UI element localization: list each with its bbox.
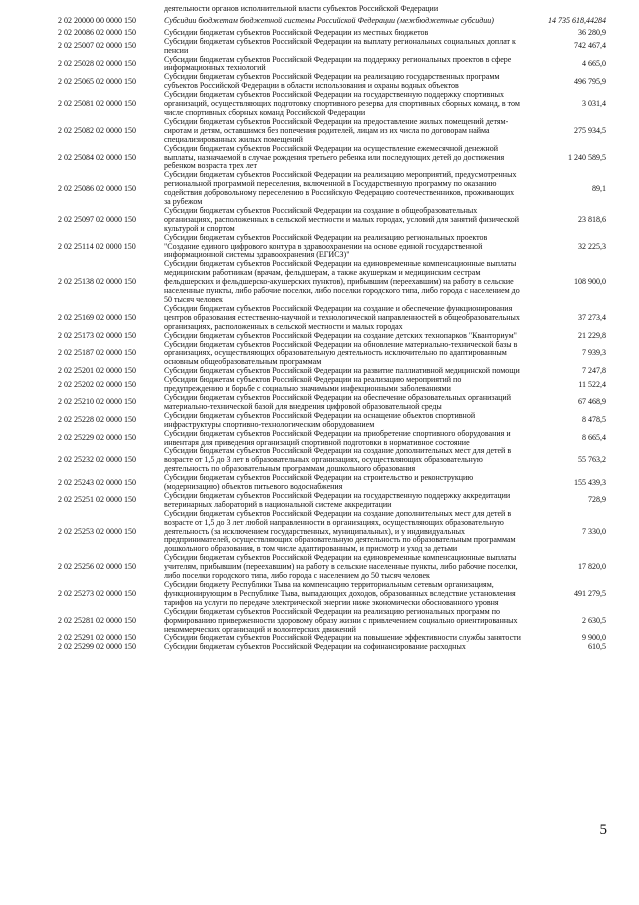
row-description: Субсидии бюджетам субъектов Российской Федерации на приобретение спортивного оборудования и инвентаря для приведения организаций спортивной подготовки в нормативное состояние: [164, 428, 511, 447]
row-amount: 8 478,5: [582, 415, 606, 425]
row-description: Субсидии бюджетам субъектов Российской Федерации на создание в общеобразовательных организациях, расположенных в сельской местности и малых городах, условий для занятий физической культурой и спортом: [164, 205, 520, 233]
table-row: [58, 492, 606, 510]
row-code: 2 02 25228 02 0000 150: [58, 415, 136, 425]
row-amount: 23 818,6: [578, 214, 606, 224]
row-description: Субсидии бюджетам субъектов Российской Федерации на создание детских технопарков "Кванториум": [164, 330, 517, 340]
row-code: 2 02 25256 02 0000 150: [58, 562, 136, 572]
table-row: [58, 376, 606, 394]
row-description: Субсидии бюджетам субъектов Российской Федерации на реализацию государственных программ субъектов Российской Федерации в области использования и охраны водных объектов: [164, 72, 500, 91]
row-code: 2 02 25173 02 0000 150: [58, 330, 136, 340]
row-description: Субсидии бюджетам субъектов Российской Федерации на единовременные компенсационные выплаты медицинским работникам (врачам, фельдшерам, а также акушеркам и медицинским сестрам фельдшерских и фельдшерско-акушерских пунктов), прибывшим (переехавшим) на работу в сельские населенные пункты, либо рабочие поселки, либо поселки городского типа, либо города с населением до 50 тысяч человек: [164, 259, 520, 304]
row-amount: 9 900,0: [582, 633, 606, 643]
row-code: 2 02 25229 02 0000 150: [58, 433, 136, 443]
row-code: 2 02 25243 02 0000 150: [58, 477, 136, 487]
row-description: Субсидии бюджетам субъектов Российской Федерации из местных бюджетов: [164, 27, 429, 37]
row-code: 2 02 25086 02 0000 150: [58, 183, 136, 193]
row-amount: 108 900,0: [574, 277, 606, 287]
table-row: [58, 171, 606, 207]
table-row: [58, 73, 606, 91]
row-description: Субсидии бюджетам субъектов Российской Федерации на создание дополнительных мест для детей в возрасте от 1,5 до 3 лет любой направленности в организациях, осуществляющих образовательную деятельность (за исключением государственных, муниципальных), и у индивидуальных предпринимателей, осуществляющих образовательную деятельность по образовательным программам дошкольного образования, в том числе адаптированным, и присмотр и уход за детьми: [164, 508, 516, 554]
row-code: 2 02 20086 02 0000 150: [58, 27, 136, 37]
row-code: 2 02 25251 02 0000 150: [58, 495, 136, 505]
row-description: Субсидии бюджетам субъектов Российской Федерации на обеспечение образовательных организаций материально-технической базой для внедрения цифровой образовательной среды: [164, 392, 511, 411]
row-code: 2 02 25291 02 0000 150: [58, 633, 136, 643]
table-row: [58, 608, 606, 635]
row-code: 2 02 25253 02 0000 150: [58, 526, 136, 536]
group-row: [58, 17, 606, 26]
table-row: [58, 56, 606, 74]
group-amount: 14 735 618,44284: [548, 15, 606, 25]
row-amount: 496 795,9: [574, 76, 606, 86]
row-description: Субсидии бюджетам субъектов Российской Федерации на осуществление ежемесячной денежной выплаты, назначаемой в случае рождения третьего ребенка или последующих детей до достижения ребенком возраста трех лет: [164, 143, 505, 171]
row-description: Субсидии бюджетам субъектов Российской Федерации на реализацию региональных проектов "Создание единого цифрового контура в здравоохранении на основе единой государственной информационной системы здравоохранения (ЕГИСЗ)": [164, 232, 488, 260]
row-description: Субсидии бюджетам субъектов Российской Федерации на оснащение объектов спортивной инфраструктуры спортивно-технологическим оборудованием: [164, 410, 476, 429]
row-description: Субсидии бюджетам субъектов Российской Федерации на предоставление жилых помещений детям-сиротам и детям, оставшимся без попечения родителей, лицам из их числа по договорам найма специализированных жилых помещений: [164, 116, 509, 144]
group-description: Субсидии бюджетам бюджетной системы Российской Федерации (межбюджетные субсидии): [164, 15, 494, 25]
row-description: Субсидии бюджетам субъектов Российской Федерации на создание дополнительных мест для детей в возрасте от 1,5 до 3 лет в образовательных организациях, осуществляющих образовательную деятельность по образовательным программам дошкольного образования: [164, 446, 512, 474]
row-description: Субсидии бюджетам субъектов Российской Федерации на реализацию мероприятий, предусмотренных региональной программой переселения, включенной в Государственную программу по оказанию содействия добровольному переселению в Российскую Федерацию соотечественников, проживающих за рубежом: [164, 170, 517, 207]
row-description: Субсидии бюджетам субъектов Российской Федерации на строительство и реконструкцию (модернизацию) объектов питьевого водоснабжения: [164, 473, 474, 492]
group-code: 2 02 20000 00 0000 150: [58, 15, 136, 25]
table-row: [58, 447, 606, 474]
row-amount: 89,1: [592, 183, 606, 193]
row-code: 2 02 25202 02 0000 150: [58, 379, 136, 389]
row-description: Субсидии бюджетам субъектов Российской Федерации на реализацию мероприятий по предупреждению и борьбе с социально значимыми инфекционными заболеваниями: [164, 375, 462, 394]
table-row: [58, 91, 606, 118]
row-amount: 728,9: [588, 495, 606, 505]
row-code: 2 02 25007 02 0000 150: [58, 41, 136, 51]
row-amount: 67 468,9: [578, 397, 606, 407]
row-amount: 37 273,4: [578, 312, 606, 322]
row-amount: 7 939,3: [582, 348, 606, 358]
row-amount: 7 330,0: [582, 526, 606, 536]
row-description: Субсидии бюджетам субъектов Российской Федерации на софинансирование расходных: [164, 642, 466, 652]
row-code: 2 02 25299 02 0000 150: [58, 642, 136, 652]
page-number: 5: [599, 822, 607, 838]
row-description: Субсидии бюджету Республики Тыва на компенсацию территориальным сетевым организациям, функционирующим в Республике Тыва, выпадающих доходов, образованных вследствие установления тарифов на услуги по передаче электрической энергии ниже экономически обоснованного уровня: [164, 580, 516, 607]
row-amount: 11 522,4: [578, 379, 606, 389]
row-code: 2 02 25081 02 0000 150: [58, 99, 136, 109]
row-amount: 32 225,3: [578, 241, 606, 251]
row-amount: 17 820,0: [578, 562, 606, 572]
row-amount: 155 439,3: [574, 477, 606, 487]
row-description: Субсидии бюджетам субъектов Российской Федерации на повышение эффективности службы занятости: [164, 633, 521, 643]
row-code: 2 02 25028 02 0000 150: [58, 58, 136, 68]
row-amount: 742 467,4: [574, 41, 606, 51]
row-description: Субсидии бюджетам субъектов Российской Федерации на единовременные компенсационные выплаты учителям, прибывшим (переехавшим) на работу в сельские населенные пункты, либо рабочие поселки, либо поселки городского типа, либо города с населением до 50 тысяч человек: [164, 553, 518, 581]
row-description: Субсидии бюджетам субъектов Российской Федерации на выплату региональных социальных доплат к пенсии: [164, 36, 516, 55]
table-row: [58, 38, 606, 56]
row-amount: 1 240 589,5: [568, 152, 606, 162]
table-row: [58, 260, 606, 305]
row-description: Субсидии бюджетам субъектов Российской Федерации на реализацию региональных программ по формированию приверженности здоровому образу жизни с привлечением социально ориентированных некоммерческих организаций и волонтерских движений: [164, 606, 518, 634]
row-code: 2 02 25201 02 0000 150: [58, 366, 136, 376]
table-row: [58, 118, 606, 145]
table-body: [58, 29, 606, 652]
row-code: 2 02 25273 02 0000 150: [58, 588, 136, 598]
table-row: [58, 554, 606, 581]
continuation-row: [58, 5, 606, 14]
row-amount: 8 665,4: [582, 433, 606, 443]
table-row: [58, 341, 606, 368]
row-amount: 610,5: [588, 642, 606, 652]
row-description: Субсидии бюджетам субъектов Российской Федерации на создание и обеспечение функционирования центров образования естественно-научной и технологической направленностей в общеобразовательных организациях, расположенных в сельской местности и малых городах: [164, 303, 520, 331]
row-description: Субсидии бюджетам субъектов Российской Федерации на государственную поддержку аккредитации ветеринарных лабораторий в национальной системе аккредитации: [164, 490, 511, 509]
row-code: 2 02 25097 02 0000 150: [58, 214, 136, 224]
table-row: [58, 430, 606, 448]
continuation-text: деятельности органов исполнительной власти субъектов Российской Федерации: [164, 4, 439, 13]
row-amount: 7 247,8: [582, 366, 606, 376]
row-description: Субсидии бюджетам субъектов Российской Федерации на обновление материально-технической базы в организациях, осуществляющих образовательную деятельность исключительно по адаптированным основным общеобразовательным программам: [164, 339, 518, 367]
row-description: Субсидии бюджетам субъектов Российской Федерации на развитие паллиативной медицинской помощи: [164, 366, 520, 376]
table-row: [58, 305, 606, 332]
table-row: [58, 474, 606, 492]
revenue-table: [58, 5, 606, 652]
row-amount: 3 031,4: [582, 99, 606, 109]
table-row: [58, 394, 606, 412]
table-row: [58, 643, 606, 652]
table-row: [58, 412, 606, 430]
row-amount: 491 279,5: [574, 588, 606, 598]
row-amount: 36 280,9: [578, 27, 606, 37]
row-code: 2 02 25187 02 0000 150: [58, 348, 136, 358]
row-amount: 4 665,0: [582, 58, 606, 68]
table-row: [58, 510, 606, 555]
row-amount: 21 229,8: [578, 330, 606, 340]
table-row: [58, 234, 606, 261]
row-code: 2 02 25065 02 0000 150: [58, 76, 136, 86]
row-code: 2 02 25210 02 0000 150: [58, 397, 136, 407]
row-code: 2 02 25082 02 0000 150: [58, 125, 136, 135]
row-amount: 55 763,2: [578, 455, 606, 465]
row-code: 2 02 25169 02 0000 150: [58, 312, 136, 322]
row-code: 2 02 25281 02 0000 150: [58, 615, 136, 625]
row-amount: 275 934,5: [574, 125, 606, 135]
row-code: 2 02 25084 02 0000 150: [58, 152, 136, 162]
row-amount: 2 630,5: [582, 615, 606, 625]
table-row: [58, 145, 606, 172]
row-code: 2 02 25232 02 0000 150: [58, 455, 136, 465]
row-description: Субсидии бюджетам субъектов Российской Федерации на поддержку региональных проектов в сфере информационных технологий: [164, 54, 512, 73]
table-row: [58, 581, 606, 608]
table-row: [58, 207, 606, 234]
row-description: Субсидии бюджетам субъектов Российской Федерации на государственную поддержку спортивных организаций, осуществляющих подготовку спортивного резерва для спортивных сборных команд, в том числе спортивных сборных команд Российской Федерации: [164, 90, 520, 117]
row-code: 2 02 25138 02 0000 150: [58, 277, 136, 287]
row-code: 2 02 25114 02 0000 150: [58, 241, 136, 251]
